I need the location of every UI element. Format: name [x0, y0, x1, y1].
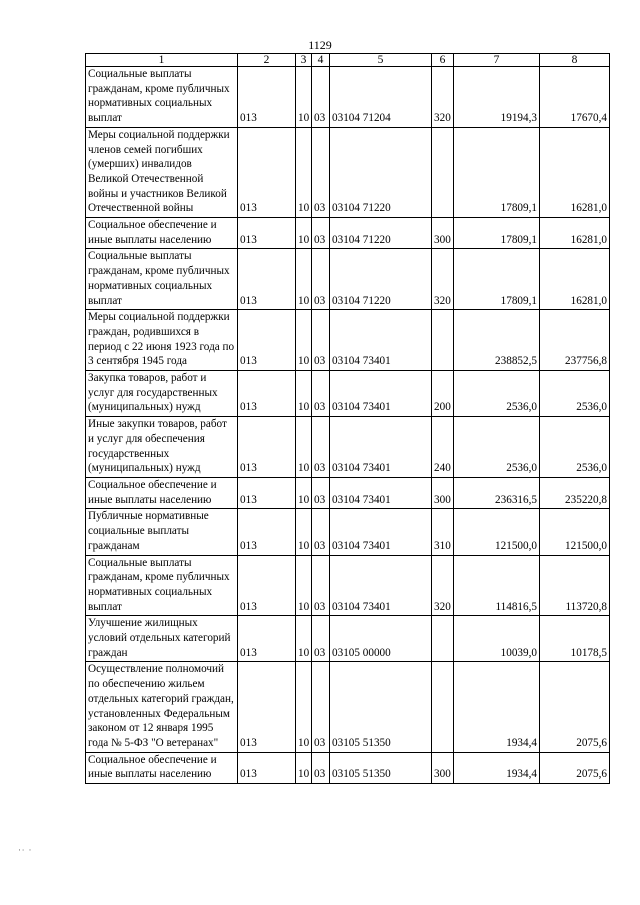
- header-row: [86, 54, 610, 67]
- ministry-code: 013: [238, 310, 296, 371]
- section-code: 10: [296, 310, 312, 371]
- expense-type-code: 240: [432, 417, 454, 478]
- section-code: 10: [296, 67, 312, 128]
- scan-artifact-dots: ·∙ ·: [18, 845, 33, 855]
- row-name: Улучшение жилищных условий отдельных категорий граждан: [86, 616, 238, 662]
- target-article-code: 03105 00000: [330, 616, 432, 662]
- target-article-code: 03104 71220: [330, 218, 432, 249]
- amount-col8: 2075,6: [540, 752, 610, 783]
- amount-col7: 114816,5: [454, 555, 540, 616]
- table-row: [86, 218, 610, 249]
- row-name: Меры социальной поддержки граждан, родившихся в период с 22 июня 1923 года по 3 сентября 1945 года: [86, 310, 238, 371]
- amount-col7: 121500,0: [454, 509, 540, 555]
- subsection-code: 03: [312, 127, 330, 217]
- expense-type-code: 200: [432, 371, 454, 417]
- subsection-code: 03: [312, 616, 330, 662]
- subsection-code: 03: [312, 67, 330, 128]
- expense-type-code: 300: [432, 752, 454, 783]
- ministry-code: 013: [238, 218, 296, 249]
- amount-col7: 1934,4: [454, 752, 540, 783]
- table-body: [86, 67, 610, 784]
- amount-col7: 17809,1: [454, 249, 540, 310]
- section-code: 10: [296, 662, 312, 752]
- section-code: 10: [296, 249, 312, 310]
- amount-col7: 19194,3: [454, 67, 540, 128]
- expense-type-code: [432, 616, 454, 662]
- ministry-code: 013: [238, 371, 296, 417]
- column-header: 7: [454, 54, 540, 67]
- column-header: 1: [86, 54, 238, 67]
- column-header: 5: [330, 54, 432, 67]
- page-number: 1129: [308, 38, 332, 52]
- amount-col8: 16281,0: [540, 127, 610, 217]
- amount-col7: 2536,0: [454, 371, 540, 417]
- ministry-code: 013: [238, 555, 296, 616]
- amount-col8: 113720,8: [540, 555, 610, 616]
- subsection-code: 03: [312, 555, 330, 616]
- amount-col8: 16281,0: [540, 249, 610, 310]
- amount-col8: 16281,0: [540, 218, 610, 249]
- subsection-code: 03: [312, 310, 330, 371]
- table-row: [86, 371, 610, 417]
- ministry-code: 013: [238, 67, 296, 128]
- amount-col8: 237756,8: [540, 310, 610, 371]
- amount-col7: 10039,0: [454, 616, 540, 662]
- column-header: 2: [238, 54, 296, 67]
- column-header: 8: [540, 54, 610, 67]
- section-code: 10: [296, 616, 312, 662]
- amount-col8: 121500,0: [540, 509, 610, 555]
- row-name: Социальные выплаты гражданам, кроме публичных нормативных социальных выплат: [86, 555, 238, 616]
- row-name: Социальное обеспечение и иные выплаты населению: [86, 218, 238, 249]
- subsection-code: 03: [312, 371, 330, 417]
- section-code: 10: [296, 555, 312, 616]
- row-name: Социальные выплаты гражданам, кроме публичных нормативных социальных выплат: [86, 67, 238, 128]
- amount-col8: 10178,5: [540, 616, 610, 662]
- section-code: 10: [296, 509, 312, 555]
- column-header: 4: [312, 54, 330, 67]
- expense-type-code: [432, 127, 454, 217]
- target-article-code: 03104 73401: [330, 417, 432, 478]
- target-article-code: 03105 51350: [330, 752, 432, 783]
- subsection-code: 03: [312, 752, 330, 783]
- target-article-code: 03104 73401: [330, 477, 432, 508]
- ministry-code: 013: [238, 417, 296, 478]
- column-header: 3: [296, 54, 312, 67]
- table-row: [86, 662, 610, 752]
- section-code: 10: [296, 477, 312, 508]
- table-row: [86, 616, 610, 662]
- table-row: [86, 509, 610, 555]
- budget-table: [85, 53, 610, 784]
- expense-type-code: 320: [432, 555, 454, 616]
- ministry-code: 013: [238, 662, 296, 752]
- table-header: [86, 54, 610, 67]
- expense-type-code: 310: [432, 509, 454, 555]
- table-row: [86, 67, 610, 128]
- amount-col8: 2536,0: [540, 371, 610, 417]
- ministry-code: 013: [238, 616, 296, 662]
- amount-col8: 235220,8: [540, 477, 610, 508]
- row-name: Осуществление полномочий по обеспечению жильем отдельных категорий граждан, установленных Федеральным законом от 12 января 1995 года № 5-ФЗ "О ветеранах": [86, 662, 238, 752]
- subsection-code: 03: [312, 477, 330, 508]
- target-article-code: 03104 71220: [330, 127, 432, 217]
- subsection-code: 03: [312, 417, 330, 478]
- row-name: Иные закупки товаров, работ и услуг для обеспечения государственных (муниципальных) нужд: [86, 417, 238, 478]
- amount-col7: 1934,4: [454, 662, 540, 752]
- amount-col8: 2075,6: [540, 662, 610, 752]
- amount-col7: 2536,0: [454, 417, 540, 478]
- target-article-code: 03104 73401: [330, 555, 432, 616]
- section-code: 10: [296, 218, 312, 249]
- target-article-code: 03104 71220: [330, 249, 432, 310]
- table-row: [86, 249, 610, 310]
- amount-col7: 17809,1: [454, 127, 540, 217]
- amount-col7: 236316,5: [454, 477, 540, 508]
- ministry-code: 013: [238, 509, 296, 555]
- row-name: Публичные нормативные социальные выплаты гражданам: [86, 509, 238, 555]
- target-article-code: 03104 71204: [330, 67, 432, 128]
- target-article-code: 03104 73401: [330, 310, 432, 371]
- amount-col8: 17670,4: [540, 67, 610, 128]
- row-name: Социальное обеспечение и иные выплаты населению: [86, 752, 238, 783]
- table-row: [86, 752, 610, 783]
- expense-type-code: [432, 662, 454, 752]
- expense-type-code: 320: [432, 249, 454, 310]
- section-code: 10: [296, 371, 312, 417]
- table-row: [86, 417, 610, 478]
- section-code: 10: [296, 752, 312, 783]
- target-article-code: 03104 73401: [330, 509, 432, 555]
- expense-type-code: 320: [432, 67, 454, 128]
- ministry-code: 013: [238, 249, 296, 310]
- row-name: Социальное обеспечение и иные выплаты населению: [86, 477, 238, 508]
- subsection-code: 03: [312, 509, 330, 555]
- subsection-code: 03: [312, 218, 330, 249]
- target-article-code: 03105 51350: [330, 662, 432, 752]
- amount-col8: 2536,0: [540, 417, 610, 478]
- expense-type-code: 300: [432, 477, 454, 508]
- table-row: [86, 127, 610, 217]
- row-name: Социальные выплаты гражданам, кроме публичных нормативных социальных выплат: [86, 249, 238, 310]
- amount-col7: 238852,5: [454, 310, 540, 371]
- ministry-code: 013: [238, 477, 296, 508]
- expense-type-code: 300: [432, 218, 454, 249]
- target-article-code: 03104 73401: [330, 371, 432, 417]
- section-code: 10: [296, 127, 312, 217]
- table-row: [86, 555, 610, 616]
- table-row: [86, 477, 610, 508]
- ministry-code: 013: [238, 127, 296, 217]
- subsection-code: 03: [312, 249, 330, 310]
- subsection-code: 03: [312, 662, 330, 752]
- table-row: [86, 310, 610, 371]
- column-header: 6: [432, 54, 454, 67]
- row-name: Закупка товаров, работ и услуг для государственных (муниципальных) нужд: [86, 371, 238, 417]
- expense-type-code: [432, 310, 454, 371]
- section-code: 10: [296, 417, 312, 478]
- amount-col7: 17809,1: [454, 218, 540, 249]
- ministry-code: 013: [238, 752, 296, 783]
- row-name: Меры социальной поддержки членов семей погибших (умерших) инвалидов Великой Отечественной войны и участников Великой Отечественной войны: [86, 127, 238, 217]
